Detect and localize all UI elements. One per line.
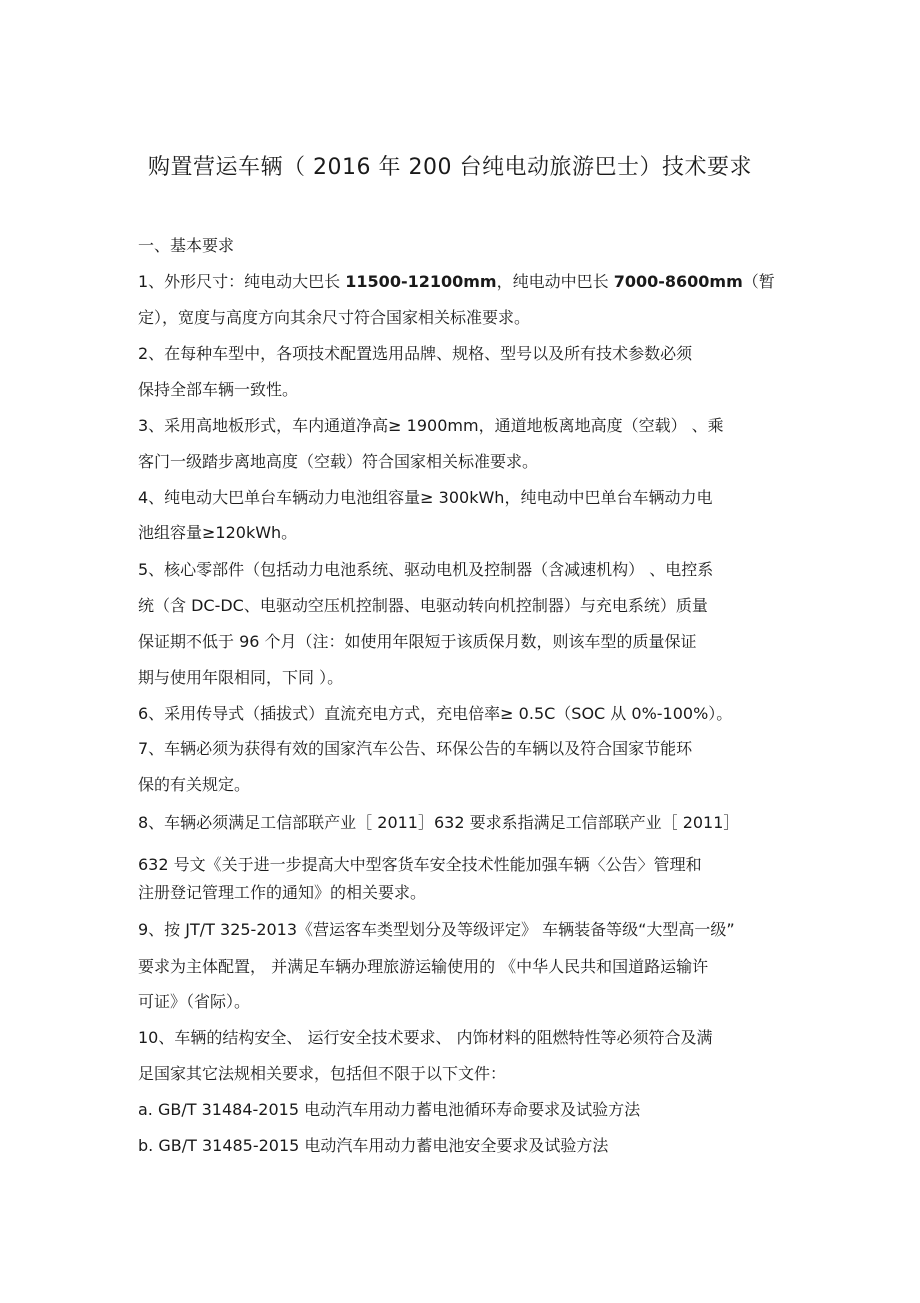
item-1-text-a: 1、外形尺寸：纯电动大巴长 <box>138 272 346 291</box>
document-title: 购置营运车辆（ 2016 年 200 台纯电动旅游巴士）技术要求 <box>148 155 752 180</box>
item-4-line-1: 4、纯电动大巴单台车辆动力电池组容量≥ 300kWh，纯电动中巴单台车辆动力电 <box>138 488 713 507</box>
item-a-line: a. GB/T 31484-2015 电动汽车用动力蓄电池循环寿命要求及试验方法 <box>138 1100 641 1119</box>
item-9-line-3: 可证》（省际）。 <box>138 992 251 1011</box>
item-10-line-1: 10、车辆的结构安全、 运行安全技术要求、 内饰材料的阻燃特性等必须符合及满 <box>138 1028 713 1047</box>
item-5-line-1: 5、核心零部件（包括动力电池系统、驱动电机及控制器（含减速机构） 、电控系 <box>138 560 714 579</box>
item-2-line-1: 2、在每种车型中，各项技术配置选用品牌、规格、型号以及所有技术参数必须 <box>138 344 693 363</box>
item-5-line-3: 保证期不低于 96 个月（注：如使用年限短于该质保月数，则该车型的质量保证 <box>138 632 697 651</box>
item-3-line-2: 客门一级踏步离地高度（空载）符合国家相关标准要求。 <box>138 452 539 471</box>
item-8-line-3: 注册登记管理工作的通知》的相关要求。 <box>138 883 427 902</box>
item-b-line: b. GB/T 31485-2015 电动汽车用动力蓄电池安全要求及试验方法 <box>138 1136 609 1155</box>
item-1-line-1 <box>138 272 775 292</box>
item-6-line-1: 6、采用传导式（插拔式）直流充电方式，充电倍率≥ 0.5C（SOC 从 0%-100%）。 <box>138 704 733 723</box>
item-5-line-4: 期与使用年限相同，下同 ）。 <box>138 668 344 687</box>
item-2-line-2: 保持全部车辆一致性。 <box>138 380 299 399</box>
item-8-line-2: 632 号文《关于进一步提高大中型客货车安全技术性能加强车辆〈公告〉管理和 <box>138 855 702 874</box>
item-3-line-1: 3、采用高地板形式，车内通道净高≥ 1900mm，通道地板离地高度（空载） 、乘 <box>138 416 724 435</box>
item-7-line-2: 保的有关规定。 <box>138 775 251 794</box>
item-1-text-d: （暂 <box>742 272 775 291</box>
item-4-line-2: 池组容量≥120kWh。 <box>138 523 298 542</box>
item-7-line-1: 7、车辆必须为获得有效的国家汽车公告、环保公告的车辆以及符合国家节能环 <box>138 739 693 758</box>
item-8-line-1: 8、车辆必须满足工信部联产业［ 2011］632 要求系指满足工信部联产业［ 2011］ <box>138 813 740 832</box>
item-5-line-2: 统（含 DC-DC、电驱动空压机控制器、电驱动转向机控制器）与充电系统）质量 <box>138 596 708 615</box>
item-9-line-2: 要求为主体配置， 并满足车辆办理旅游运输使用的 《中华人民共和国道路运输许 <box>138 957 709 976</box>
item-9-line-1: 9、按 JT/T 325-2013《营运客车类型划分及等级评定》 车辆装备等级“大型高一级” <box>138 920 735 939</box>
section-heading: 一、基本要求 <box>138 236 235 255</box>
item-1-bold-length-medium: 7000-8600mm <box>613 272 743 291</box>
item-1-text-c: ，纯电动中巴长 <box>496 272 614 291</box>
item-1-bold-length-large: 11500-12100mm <box>345 272 497 291</box>
item-10-line-2: 足国家其它法规相关要求，包括但不限于以下文件： <box>138 1064 507 1083</box>
item-1-line-2: 定），宽度与高度方向其余尺寸符合国家相关标准要求。 <box>138 308 531 327</box>
